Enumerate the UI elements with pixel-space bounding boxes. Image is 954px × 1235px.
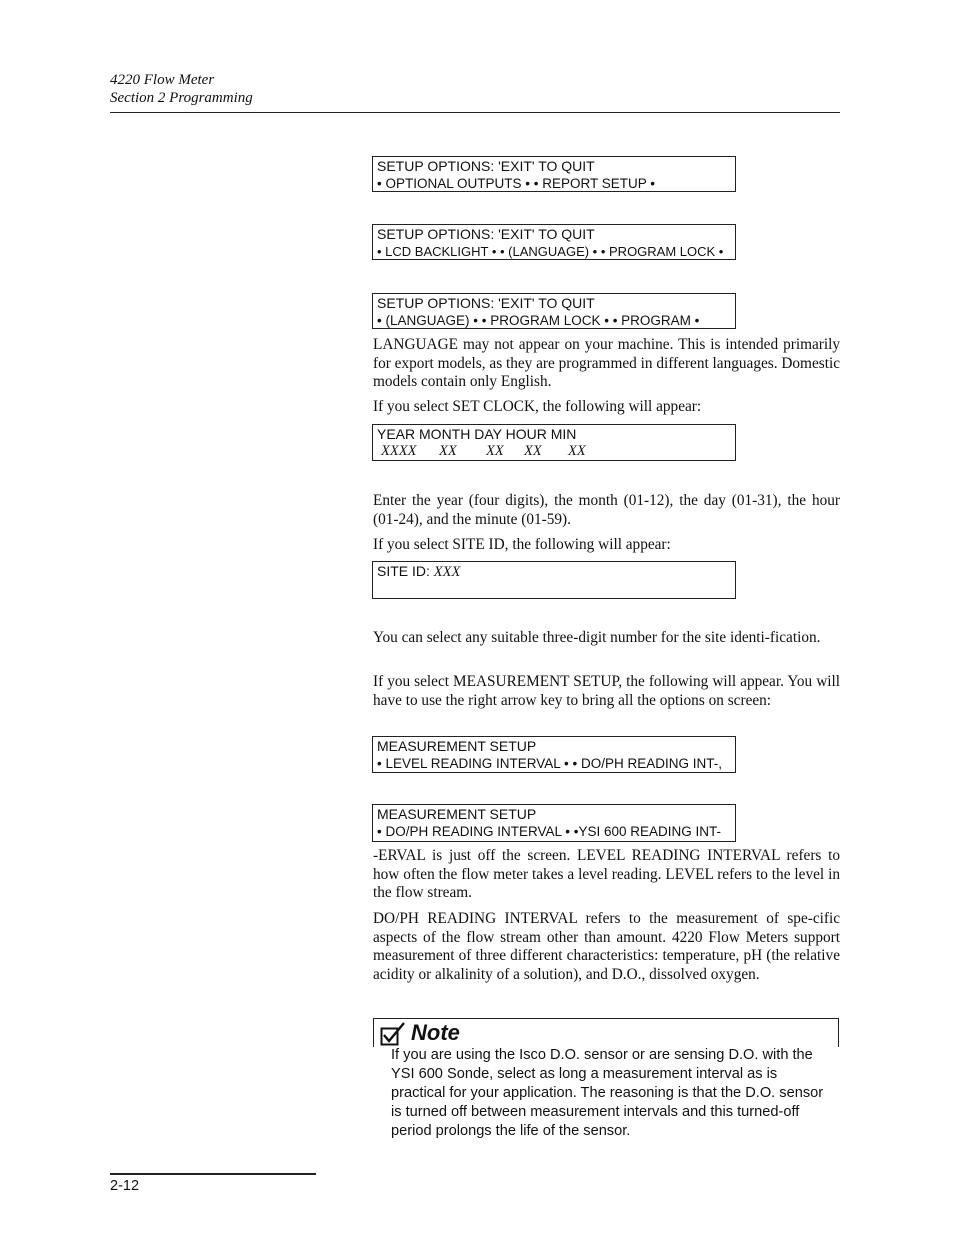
header-title: 4220 Flow Meter — [110, 72, 215, 88]
clock-field-month: XX — [439, 443, 457, 459]
clock-field-day: XX — [486, 443, 504, 459]
screen-line-1: MEASUREMENT SETUP — [377, 806, 537, 822]
screen-line-1: SETUP OPTIONS: 'EXIT' TO QUIT — [377, 295, 595, 311]
clock-labels: YEAR MONTH DAY HOUR MIN — [377, 426, 577, 442]
setup-options-screen-3 — [372, 293, 736, 329]
paragraph-site-id: If you select SITE ID, the following will appear: — [373, 536, 671, 553]
screen-line-2: • OPTIONAL OUTPUTS • • REPORT SETUP • — [377, 176, 655, 191]
paragraph-language: LANGUAGE may not appear on your machine. This is intended primarily for export models, as they are programmed in different languages. Domestic models contain only English. — [373, 336, 840, 391]
header-rule — [110, 112, 840, 113]
checkbox-check-icon — [380, 1022, 406, 1046]
site-id-value: XXX — [433, 564, 461, 580]
set-clock-screen — [372, 424, 736, 461]
footer-rule — [110, 1173, 316, 1175]
paragraph-erval: -ERVAL is just off the screen. LEVEL READING INTERVAL refers to how often the flow meter takes a level reading. LEVEL refers to the level in the flow stream. — [373, 847, 840, 902]
clock-fields — [377, 443, 735, 460]
page-number: 2-12 — [110, 1178, 140, 1194]
note-text: If you are using the Isco D.O. sensor or are sensing D.O. with the YSI 600 Sonde, select as long a measurement interval as is practical for your application. The reasoning is that the D.O. sensor is turned off between measurement intervals and this turned-off period prolongs the life of the sensor. — [391, 1047, 824, 1139]
clock-field-hour: XX — [524, 443, 542, 459]
clock-field-min: XX — [568, 443, 586, 459]
setup-options-screen-2 — [372, 224, 736, 260]
running-header — [110, 71, 253, 107]
screen-line-1: SETUP OPTIONS: 'EXIT' TO QUIT — [377, 226, 595, 242]
note-title: Note — [411, 1020, 460, 1045]
paragraph-measurement: If you select MEASUREMENT SETUP, the following will appear. You will have to use the right arrow key to bring all the options on screen: — [373, 673, 840, 709]
screen-line-2: • LEVEL READING INTERVAL • • DO/PH READING INT-, — [377, 756, 723, 771]
paragraph-set-clock: If you select SET CLOCK, the following will appear: — [373, 398, 702, 415]
setup-options-screen-1 — [372, 156, 736, 192]
screen-line-2: • DO/PH READING INTERVAL • •YSI 600 READING INT- — [377, 824, 722, 839]
paragraph-three-digit: You can select any suitable three-digit number for the site identi-fication. — [373, 629, 821, 646]
measurement-setup-screen-1 — [372, 736, 736, 773]
header-section: Section 2 Programming — [110, 90, 253, 106]
site-id-label: SITE ID: — [377, 563, 434, 579]
note-header-box — [373, 1018, 839, 1047]
measurement-setup-screen-2 — [372, 804, 736, 842]
paragraph-doph: DO/PH READING INTERVAL refers to the measurement of spe-cific aspects of the flow stream other than amount. 4220 Flow Meters support measurement of three different characteristics: temperature, pH (the relative acidity or alkalinity of a solution), and D.O., dissolved oxygen. — [373, 910, 840, 983]
screen-line-2: • LCD BACKLIGHT • • (LANGUAGE) • • PROGRAM LOCK • — [377, 244, 724, 259]
paragraph-enter-year: Enter the year (four digits), the month (01-12), the day (01-31), the hour (01-24), and the minute (01-59). — [373, 492, 840, 528]
screen-line-1: SETUP OPTIONS: 'EXIT' TO QUIT — [377, 158, 595, 174]
screen-line-1: MEASUREMENT SETUP — [377, 738, 537, 754]
screen-line-2: • (LANGUAGE) • • PROGRAM LOCK • • PROGRAM • — [377, 313, 700, 328]
clock-field-year: XXXX — [381, 443, 417, 459]
site-id-screen — [372, 561, 736, 599]
